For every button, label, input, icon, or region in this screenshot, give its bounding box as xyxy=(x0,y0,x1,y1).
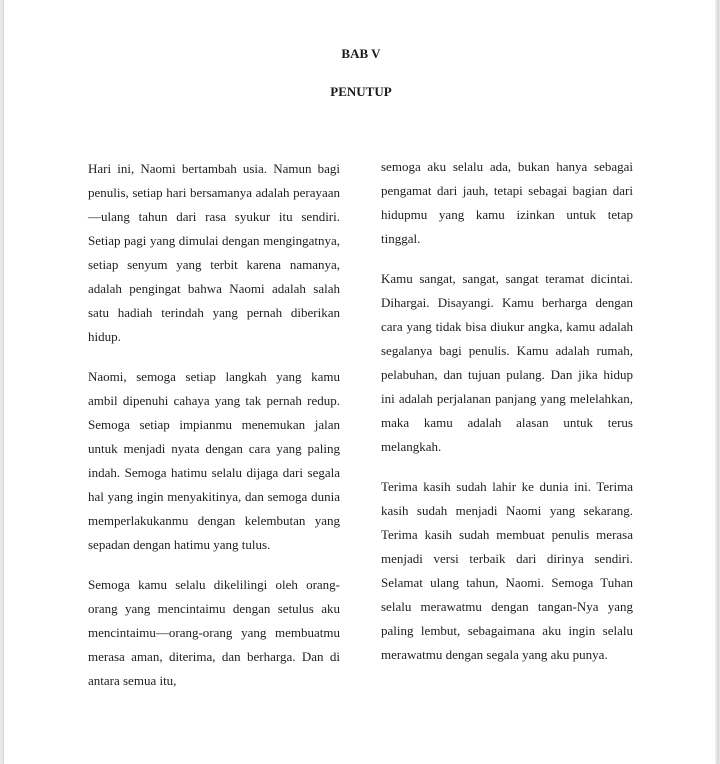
paragraph: Semoga kamu selalu dikelilingi oleh orang-orang yang mencintaimu dengan setulus aku mencintaimu—orang-orang yang membuatmu merasa aman, diterima, dan berharga. Dan di antara semua itu, xyxy=(88,577,340,688)
left-text-column xyxy=(88,157,340,709)
paragraph: Terima kasih sudah lahir ke dunia ini. Terima kasih sudah menjadi Naomi yang sekarang. Terima kasih sudah membuat penulis merasa menjadi versi terbaik dari dirinya sendiri. Selamat ulang tahun, Naomi. Semoga Tuhan selalu merawatmu dengan tangan-Nya yang paling lembut, sebagaimana aku ingin selalu merawatmu dengan segala yang aku punya. xyxy=(381,479,633,662)
right-text-column xyxy=(381,155,633,683)
paragraph: Naomi, semoga setiap langkah yang kamu ambil dipenuhi cahaya yang tak pernah redup. Semoga setiap impianmu menemukan jalan untuk menjadi nyata dengan cara yang paling indah. Semoga hatimu selalu dijaga dari segala hal yang ingin menyakitinya, dan semoga dunia memperlakukanmu dengan kelembutan yang sepadan dengan hatimu yang tulus. xyxy=(88,369,340,552)
paragraph: Kamu sangat, sangat, sangat teramat dicintai. Dihargai. Disayangi. Kamu berharga dengan cara yang tidak bisa diukur angka, kamu adalah segalanya bagi penulis. Kamu adalah rumah, pelabuhan, dan tujuan pulang. Dan jika hidup ini adalah perjalanan panjang yang melelahkan, maka kamu adalah alasan untuk terus melangkah. xyxy=(381,271,633,454)
chapter-title: PENUTUP xyxy=(330,84,392,99)
document-page xyxy=(4,0,718,764)
paragraph: semoga aku selalu ada, bukan hanya sebagai pengamat dari jauh, tetapi sebagai bagian dari hidupmu yang kamu izinkan untuk tetap tinggal. xyxy=(381,159,633,246)
chapter-label: BAB V xyxy=(341,46,381,61)
paragraph: Hari ini, Naomi bertambah usia. Namun bagi penulis, setiap hari bersamanya adalah perayaan—ulang tahun dari rasa syukur itu sendiri. Setiap pagi yang dimulai dengan mengingatnya, setiap senyum yang terbit karena namanya, adalah pengingat bahwa Naomi adalah salah satu hadiah terindah yang pernah diberikan hidup. xyxy=(88,161,340,344)
